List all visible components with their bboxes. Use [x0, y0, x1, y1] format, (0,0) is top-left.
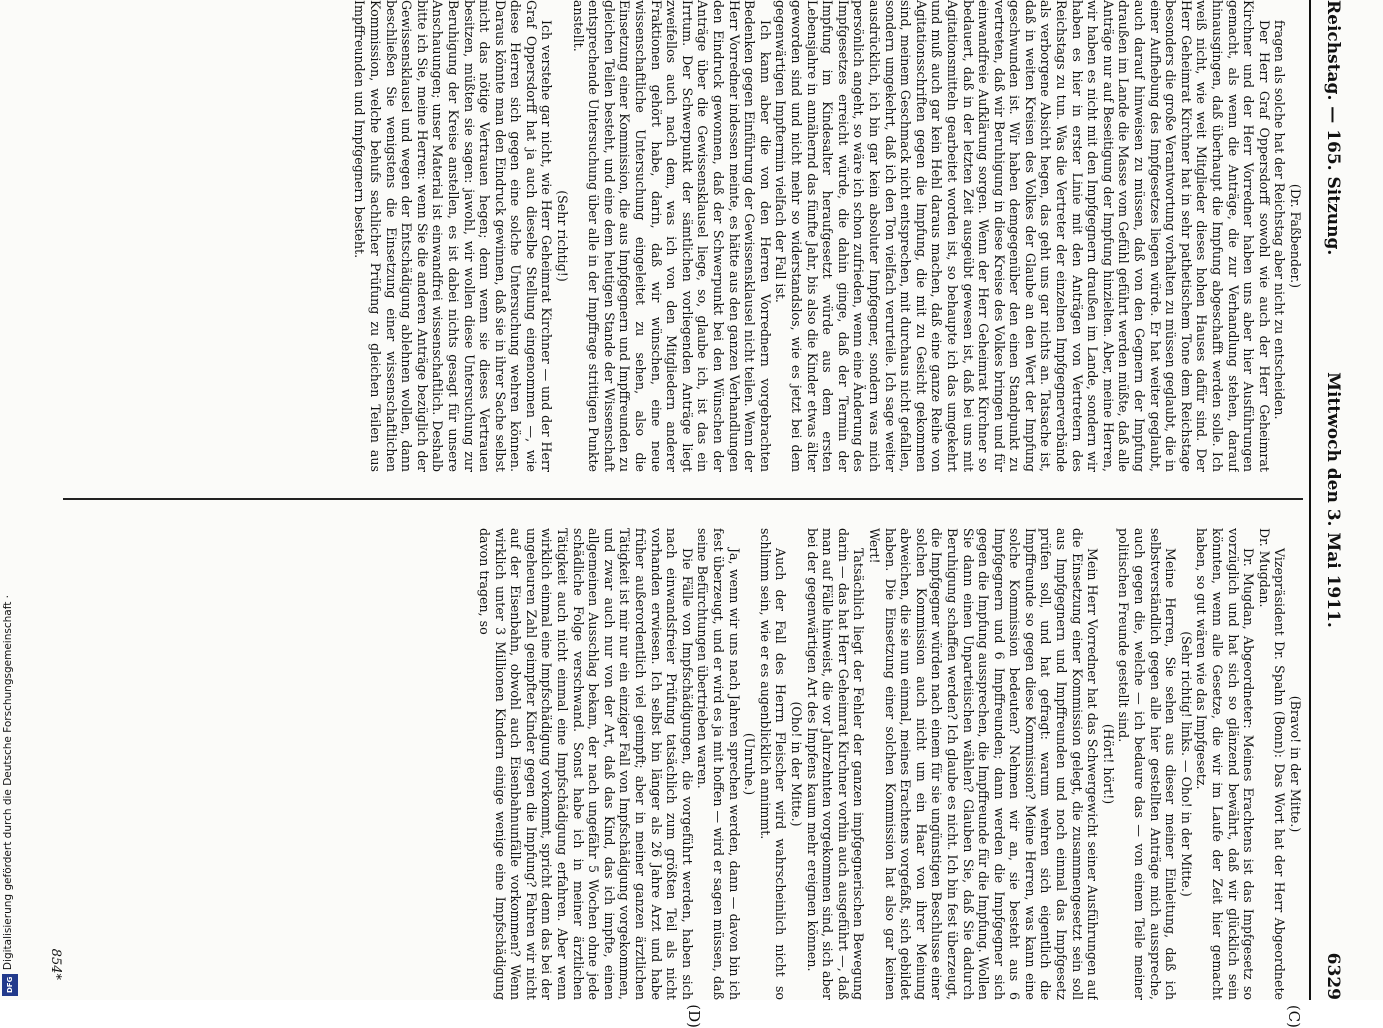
- paragraph: Auch der Fall des Herrn Fleischer wird wahrscheinlich nicht so schlimm sein, wie er es augenblicklich annimmt.: [757, 528, 789, 1000]
- paragraph: Vizepräsident Dr. Spahn (Bonn): Das Wort hat der Herr Abgeordnete Dr. Mugdan.: [1256, 528, 1288, 1000]
- paragraph: Tatsächlich liegt der Fehler der ganzen impfgegnerischen Bewegung darin — das hat Herr Geheimrat Kirchner vorhin auch ausgeführt —, daß man auf Fälle hinweist, die vor Jahrzehnten vorgekommen sind, sich aber bei der gegenwärtigen Art des Impfens kaum mehr ereignen können.: [804, 528, 867, 1000]
- header-center: Mittwoch den 3. Mai 1911.: [1323, 372, 1343, 628]
- dfg-logo: DFG: [2, 974, 18, 996]
- paragraph: (Dr. Faßbender.): [1288, 183, 1303, 289]
- paragraph: Ja, wenn wir uns nach Jahren sprechen werden, dann — davon bin ich fest überzeugt, und er wird es ja mit hoffen — wird er sagen müssen, daß seine Befürchtungen übertrieben waren.: [695, 528, 742, 1000]
- paragraph: (Sehr richtig! links. — Oho! in der Mitte.): [1178, 631, 1194, 897]
- paragraph: Dr. Mugdan, Abgeordneter: Meines Erachtens ist das Impfgesetz so vorzüglich und hat sich so glänzend bewährt, daß wir glücklich sein könnten, wenn alle Gesetze, die wir im Laufe der Zeit hier gemacht haben, so gut wären wie das Impfgesetz.: [1194, 528, 1257, 1000]
- paragraph: (Unruhe.): [742, 732, 758, 796]
- column-divider: [63, 498, 1303, 500]
- paragraph: (Hört! hört!): [1100, 723, 1116, 805]
- margin-marker-d: (D): [685, 1004, 703, 1028]
- margin-marker-c: (C): [1285, 1004, 1303, 1028]
- footer-credit: Digitalisierung gefördert durch die Deutsche Forschungsgemeinschaft ·: [2, 594, 14, 970]
- paragraph: (Bravo! in der Mitte.): [1288, 695, 1303, 833]
- paragraph: Ich verstehe gar nicht, wie Herr Geheimrat Kirchner — und der Herr Graf Oppersdorff hat ja auch dieselbe Stellung eingenommen —, wie diese Herren sich gegen eine solche Untersuchung wehren können. Daraus könnte man den Eindruck gewinnen, daß sie in ihrer Sache selbst nicht das nötige Vertrauen hegen; denn wenn sie dieses Vertrauen besitzen, müßten sie sagen: jawohl, wir wollen diese Untersuchung zur Beruhigung der Kreise anstellen, es ist dabei nichts gesagt für unsere Anschauungen; unser Material ist einwandfrei wissenschaftlich. Deshalb bitte ich Sie, meine Herren: wenn Sie die anderen Anträge bezüglich der Gewissensklausel und wegen der Entschädigung ablehnen wollen, dann beschließen Sie wenigstens die Einsetzung einer wissenschaftlichen Kommission, welche behufs sachlicher Prüfung zu gleichen Teilen aus Impffreunden und Impfgegnern besteht.: [352, 0, 555, 472]
- page-number: 6329: [1323, 952, 1343, 1000]
- paragraph: Der Herr Graf Oppersdorff sowohl wie auch der Herr Geheimrat Kirchner und der Herr Vorredner haben uns aber hier Ausführungen gemacht, als wenn die Anträge, die zur Verhandlung stehen, darauf hinausgingen, daß überhaupt die Impfung abgeschafft werden solle. Ich weiß nicht, wie weit Mitglieder dieses hohen Hauses dafür sind. Der Herr Geheimrat Kirchner hat in sehr pathetischem Tone dem Reichstage besonders die große Verantwortung vorhalten zu müssen geglaubt, die in einer Aufhebung des Impfgesetzes liegen würde. Er hat weiter geglaubt, auch darauf hinweisen zu müssen, daß von den Gegnern der Impfung draußen im Lande die Masse vom Gefühl geführt werden müßte, daß alle Anträge nur auf Beseitigung der Impfung hinzielten. Aber, meine Herren, wir haben es nicht mit den Impfgegnern draußen im Lande, sondern wir haben es hier in erster Linie mit den Anträgen von Vertretern des Reichstags zu tun. Was die Vertreter der einzelnen Impfgegnerverbände als verborgene Absicht hegen, das geht uns gar nichts an. Tatsache ist, daß in weiten Kreisen des Volkes der Glaube an den Wert der Impfung geschwunden ist. Wir haben demgegenüber den einen Standpunkt zu vertreten, daß wir Beruhigung in diese Kreise des Volkes bringen und für einwandfreie Aufklärung sorgen. Wenn der Herr Geheimrat Kirchner so bedauert, daß in der letzten Zeit ausgeübt gewesen ist, daß bei uns mit Agitationsmitteln gearbeitet worden ist, so behaupte ich das umgekehrt und muß auch gar kein Hehl daraus machen, daß eine ganze Reihe von Agitationsschriften gegen die Impfung, die mit zu Gesicht gekommen sind, meinem Geschmack nicht entsprechen, mit durchaus nicht gefallen, sondern umgekehrt, daß ich den Ton vielfach verurteile. Ich sage weiter ausdrücklich, ich bin gar kein absoluter Impfgegner, sondern was mich persönlich angeht, so wäre ich schon zufrieden, wenn eine Änderung des Impfgesetzes erreicht würde, die dahin ginge, daß der Termin der Impfung im Kindesalter heraufgesetzt würde aus dem ersten Lebensjahre in annähernd das fünfte Jahr, bis also die Kinder etwas älter geworden sind und nicht mehr so widerstandslos, wie es jetzt bei dem gegenwärtigen Impftermin vielfach der Fall ist.: [773, 0, 1272, 472]
- header-rule: [1309, 0, 1311, 1000]
- page-header: [1313, 0, 1343, 1000]
- page-signature: 854*: [48, 948, 63, 980]
- right-column: [63, 528, 1303, 1000]
- paragraph: Die Fälle von Impfschädigungen, die vorgeführt werden, haben sich nach einwandsfreier Prüfung tatsächlich zum größten Teil als nicht vorhanden erwiesen. Ich selbst bin länger als 26 Jahre Arzt und habe früher außerordentlich viel geimpft; aber in meiner ganzen ärztlichen Tätigkeit ist mir nur ein einziger Fall von Impfschädigung vorgekommen, und zwar auch nur von der Art, daß das Kind, das ich impfte, einen allgemeinen Ausschlag bekam, der nach ungefähr 5 Wochen ohne jede schädliche Folge verschwand. Sonst habe ich in meiner ärztlichen Tätigkeit auch nicht einmal eine Impfschädigung erfahren. Aber wenn wirklich einmal eine Impfschädigung vorkommt, spricht denn das bei der ungeheuren Zahl geimpfter Kinder gegen die Impfung? Fahren wir nicht auf der Eisenbahn, obwohl auch Eisenbahnunfälle vorkommen? Wenn wirklich unter 3 Millionen Kindern einige wenige eine Impfschädigung davon tragen, so: [477, 528, 695, 1000]
- left-column: [63, 0, 1303, 472]
- paragraph: fragen als solche hat der Reichstag aber nicht zu entscheiden.: [1272, 20, 1288, 420]
- paragraph: Meine Herren, Sie sehen aus dieser meiner Einleitung, daß ich selbstverständlich gegen alle hier gestellten Anträge mich ausspreche, auch gegen die, welche — ich bedaure das — von einem Teile meiner politischen Freunde gestellt sind.: [1116, 528, 1179, 1000]
- header-left: Reichstag. — 165. Sitzung.: [1323, 0, 1343, 256]
- footer-strip: [0, 0, 20, 1000]
- paragraph: Mein Herr Vorredner hat das Schwergewicht seiner Ausführungen auf die Einsetzung einer Kommission gelegt, die zusammengesetzt sein soll aus Impfgegnern und Impffreunden und noch einmal das Impfgesetz prüfen soll, und hat gefragt: warum wehren sich eigentlich die Impffreunde so gegen diese Kommission? Meine Herren, was kann eine solche Kommission bedeuten? Nehmen wir an, sie besteht aus 6 Impfgegnern und 6 Impffreunden; dann werden die Impfgegner sich gegen die Impfung aussprechen, die Impffreunde für die Impfung. Wollen Sie dann einen Unparteiischen wählen? Glauben Sie, daß Sie dadurch Beruhigung schaffen werden? Ich glaube es nicht. Ich bin fest überzeugt, die Impfgegner würden nach einem für sie ungünstigen Beschlusse einer solchen Kommission auch nicht um ein Haar von ihrer Meinung abweichen, die sie nun einmal, meines Erachtens vorgefaßt, sich gebildet haben. Die Einsetzung einer solchen Kommission hat also gar keinen Wert!: [866, 528, 1101, 1000]
- paragraph: (Sehr richtig!): [555, 190, 571, 282]
- paragraph: Ich kann aber die von den Herren Vorrednern vorgebrachten Bedenken gegen Einführung der Gewissensklausel nicht teilen. Wenn der Herr Vorredner indessen meinte, es hätte aus den ganzen Verhandlungen den Eindruck gewonnen, daß der Schwerpunkt bei den Wünschen der Anträge über die Gewissensklausel liege, so, glaube ich, ist das ein Irrtum. Der Schwerpunkt der sämtlichen vorliegenden Anträge liegt zweifellos auch nach dem, was ich von den Mitgliedern anderer Fraktionen gehört habe, darin, daß wir wünschen, eine neue wissenschaftliche Untersuchung eingeleitet zu sehen, also die Einsetzung einer Kommission, die aus Impfgegnern und Impffreunden zu gleichen Teilen besteht, und eine dem heutigen Stande der Wissenschaft entsprechende Untersuchung über alle in der Impffrage strittigen Punkte anstellt.: [570, 0, 773, 472]
- paragraph: (Oho! in der Mitte.): [789, 701, 804, 827]
